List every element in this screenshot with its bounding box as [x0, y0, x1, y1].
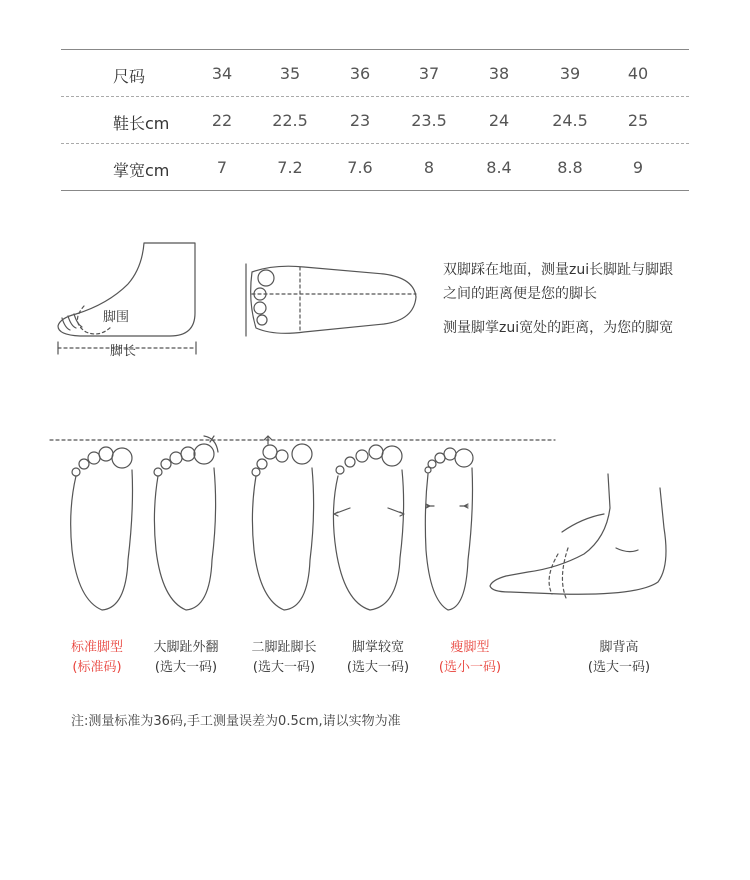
wide-foot-illustration: [330, 438, 410, 615]
table-cell: 24: [488, 111, 510, 130]
table-cell: 40: [627, 64, 649, 83]
foot-type-label: [564, 638, 674, 678]
foot-type-advice: (选大一码): [587, 660, 651, 675]
foot-type-advice: (标准码): [72, 660, 122, 675]
foot-type-name: 标准脚型: [70, 640, 123, 655]
second-toe-long-illustration: [244, 432, 324, 615]
table-cell: 35: [279, 64, 301, 83]
table-cell: 8.4: [486, 158, 512, 177]
size-row: [61, 96, 689, 143]
table-cell: 23.5: [411, 111, 447, 130]
table-cell: 8.8: [557, 158, 583, 177]
foot-type-label: [131, 638, 241, 678]
table-cell: 34: [211, 64, 233, 83]
table-cell: 22.5: [272, 111, 308, 130]
table-cell: 38: [488, 64, 510, 83]
standard-foot-illustration: [62, 440, 142, 615]
slim-foot-illustration: [416, 440, 482, 615]
size-row: [61, 143, 689, 190]
table-cell: 25: [627, 111, 649, 130]
foot-type-label: [415, 638, 525, 678]
table-cell: 36: [349, 64, 371, 83]
foot-type-advice: (选大一码): [346, 660, 410, 675]
foot-type-name: 二脚趾脚长: [251, 640, 317, 655]
size-row: [61, 50, 689, 96]
high-instep-illustration: [488, 468, 668, 618]
row-label: 尺码: [113, 67, 146, 86]
table-cell: 9: [632, 158, 644, 177]
foot-type-name: 大脚趾外翻: [153, 640, 219, 655]
foot-type-name: 脚掌较宽: [351, 640, 404, 655]
table-cell: 24.5: [552, 111, 588, 130]
length-label: 脚长: [110, 344, 137, 359]
table-cell: 7.6: [347, 158, 373, 177]
row-label: 鞋长cm: [113, 114, 170, 133]
girth-label: 脚围: [103, 310, 130, 325]
table-cell: 22: [211, 111, 233, 130]
measurement-note: 注:测量标准为36码,手工测量误差为0.5cm,请以实物为准: [71, 714, 401, 729]
foot-type-name: 瘦脚型: [450, 640, 490, 655]
foot-type-advice: (选小一码): [438, 660, 502, 675]
bunion-foot-illustration: [148, 432, 228, 615]
table-cell: 7: [216, 158, 228, 177]
table-cell: 37: [418, 64, 440, 83]
foot-type-name: 脚背高: [599, 640, 639, 655]
table-cell: 8: [423, 158, 435, 177]
table-cell: 23: [349, 111, 371, 130]
instruction-width: 测量脚掌zui宽处的距离，为您的脚宽: [443, 320, 674, 336]
table-cell: 7.2: [277, 158, 303, 177]
row-label: 掌宽cm: [113, 161, 170, 180]
instruction-length-line2: 之间的距离便是您的脚长: [443, 286, 597, 302]
size-table: [61, 49, 689, 191]
foot-type-advice: (选大一码): [154, 660, 218, 675]
foot-top-illustration: [244, 262, 424, 342]
instruction-length-line1: 双脚踩在地面，测量zui长脚趾与脚跟: [443, 262, 674, 278]
foot-type-advice: (选大一码): [252, 660, 316, 675]
table-cell: 39: [559, 64, 581, 83]
